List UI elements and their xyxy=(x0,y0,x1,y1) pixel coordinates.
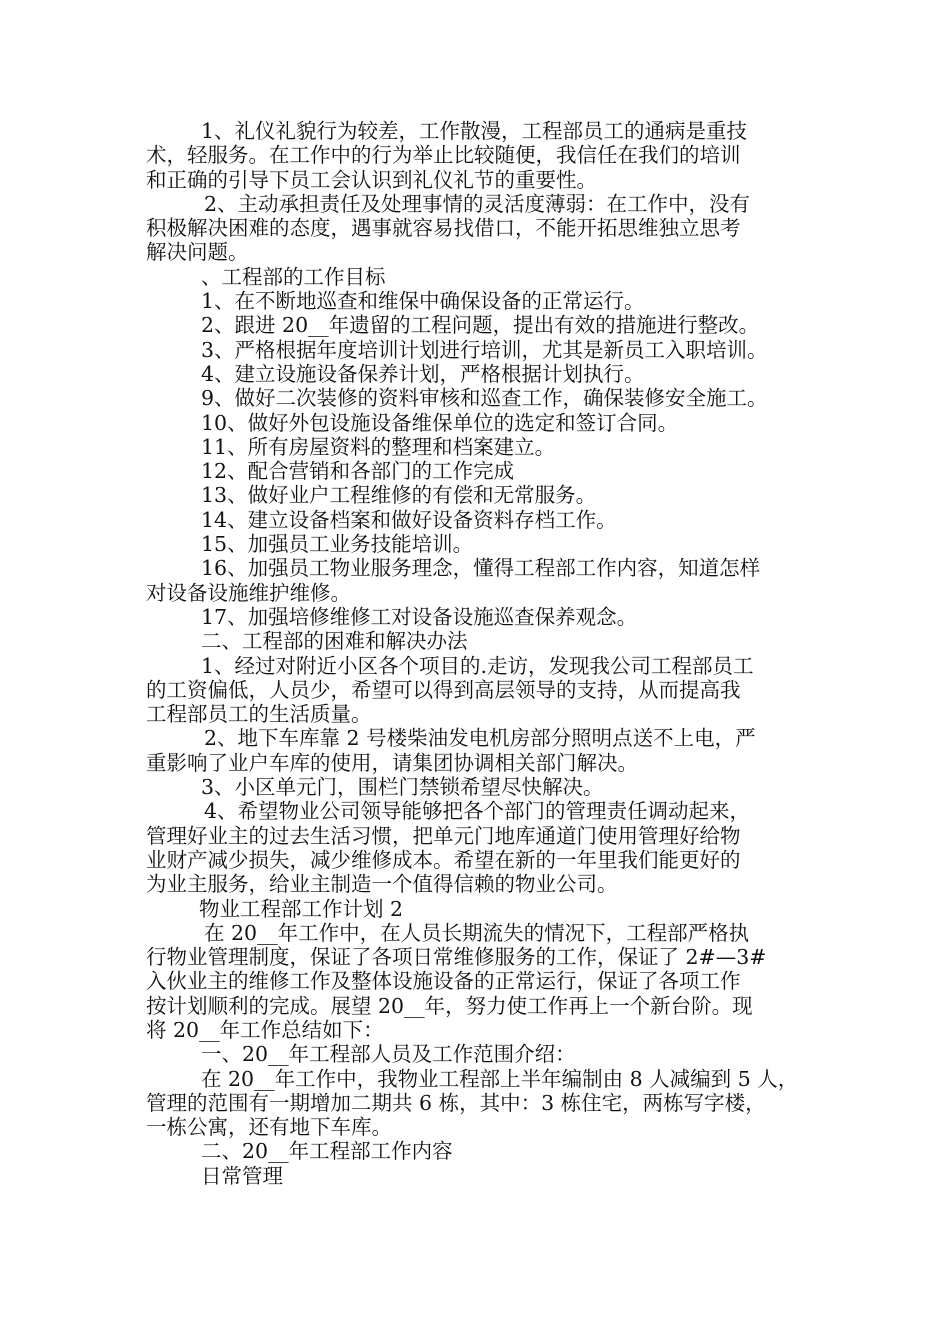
section-heading: 一、20__年工程部人员及工作范围介绍： xyxy=(201,1042,576,1067)
paragraph-line: 入伙业主的维修工作及整体设施设备的正常运行，保证了各项工作 xyxy=(146,969,741,994)
section-heading: 、工程部的工作目标 xyxy=(201,264,386,289)
list-item: 1、在不断地巡查和维保中确保设备的正常运行。 xyxy=(201,289,645,314)
section-heading: 二、工程部的困难和解决办法 xyxy=(201,629,468,654)
list-item: 2、跟进 20__年遗留的工程问题，提出有效的措施进行整改。 xyxy=(201,313,760,338)
paragraph-line: 2、主动承担责任及处理事情的灵活度薄弱：在工作中，没有 xyxy=(204,191,751,216)
paragraph-line: 在 20__年工作中，在人员长期流失的情况下，工程部严格执 xyxy=(204,920,750,945)
paragraph-line: 解决问题。 xyxy=(146,240,249,265)
paragraph-line: 和正确的引导下员工会认识到礼仪礼节的重要性。 xyxy=(146,167,597,192)
paragraph-line: 1、礼仪礼貌行为较差，工作散漫，工程部员工的通病是重技 xyxy=(201,119,748,143)
document-title: 物业工程部工作计划 2 xyxy=(199,896,404,921)
list-item: 10、做好外包设施设备维保单位的选定和签订合同。 xyxy=(201,410,679,435)
paragraph-line: 重影响了业户车库的使用，请集团协调相关部门解决。 xyxy=(146,750,638,775)
list-item: 4、建立设施设备保养计划，严格根据计划执行。 xyxy=(201,361,645,386)
paragraph-line: 一栋公寓，还有地下车库。 xyxy=(146,1115,392,1140)
list-item: 13、做好业户工程维修的有偿和无常服务。 xyxy=(201,483,597,508)
paragraph-line: 为业主服务，给业主制造一个值得信赖的物业公司。 xyxy=(146,872,618,897)
paragraph-line: 工程部员工的生活质量。 xyxy=(146,702,372,727)
list-item: 1、经过对附近小区各个项目的.走访，发现我公司工程部员工 xyxy=(201,653,754,678)
paragraph-line: 业财产减少损失，减少维修成本。希望在新的一年里我们能更好的 xyxy=(146,847,741,872)
paragraph-line: 的工资偏低，人员少，希望可以得到高层领导的支持，从而提高我 xyxy=(146,677,741,702)
list-item: 14、建立设备档案和做好设备资料存档工作。 xyxy=(201,507,617,532)
section-heading: 二、20__年工程部工作内容 xyxy=(201,1139,453,1164)
document-page xyxy=(146,119,826,1188)
paragraph-line: 将 20__年工作总结如下： xyxy=(146,1017,384,1042)
list-item: 16、加强员工物业服务理念，懂得工程部工作内容，知道怎样 xyxy=(201,556,761,581)
paragraph-line: 积极解决困难的态度，遇事就容易找借口，不能开拓思维独立思考 xyxy=(146,216,741,241)
list-item: 3、小区单元门，围栏门禁锁希望尽快解决。 xyxy=(201,775,604,800)
list-item: 12、配合营销和各部门的工作完成 xyxy=(201,459,515,484)
list-item: 3、严格根据年度培训计划进行培训，尤其是新员工入职培训。 xyxy=(201,337,768,362)
paragraph-line: 术，轻服务。在工作中的行为举止比较随便，我信任在我们的培训 xyxy=(146,143,741,168)
paragraph-line: 在 20__年工作中，我物业工程部上半年编制由 8 人减编到 5 人， xyxy=(201,1066,799,1091)
paragraph-line: 管理好业主的过去生活习惯，把单元门地库通道门使用管理好给物 xyxy=(146,823,741,848)
list-item: 15、加强员工业务技能培训。 xyxy=(201,532,474,557)
paragraph-line: 按计划顺利的完成。展望 20__年，努力使工作再上一个新台阶。现 xyxy=(146,993,753,1018)
list-item: 17、加强培修维修工对设备设施巡查保养观念。 xyxy=(201,604,638,629)
list-item: 9、做好二次装修的资料审核和巡查工作，确保装修安全施工。 xyxy=(201,386,768,411)
list-item: 4、希望物业公司领导能够把各个部门的管理责任调动起来， xyxy=(204,799,751,824)
paragraph-line: 行物业管理制度，保证了各项日常维修服务的工作，保证了 2#—3# xyxy=(146,945,767,970)
list-item: 11、所有房屋资料的整理和档案建立。 xyxy=(201,434,556,459)
paragraph-line: 管理的范围有一期增加二期共 6 栋，其中：3 栋住宅，两栋写字楼， xyxy=(146,1090,766,1115)
section-heading: 日常管理 xyxy=(201,1163,283,1188)
list-item: 2、地下车库靠 2 号楼柴油发电机房部分照明点送不上电，严 xyxy=(204,726,756,751)
paragraph-line: 对设备设施维护维修。 xyxy=(146,580,351,605)
